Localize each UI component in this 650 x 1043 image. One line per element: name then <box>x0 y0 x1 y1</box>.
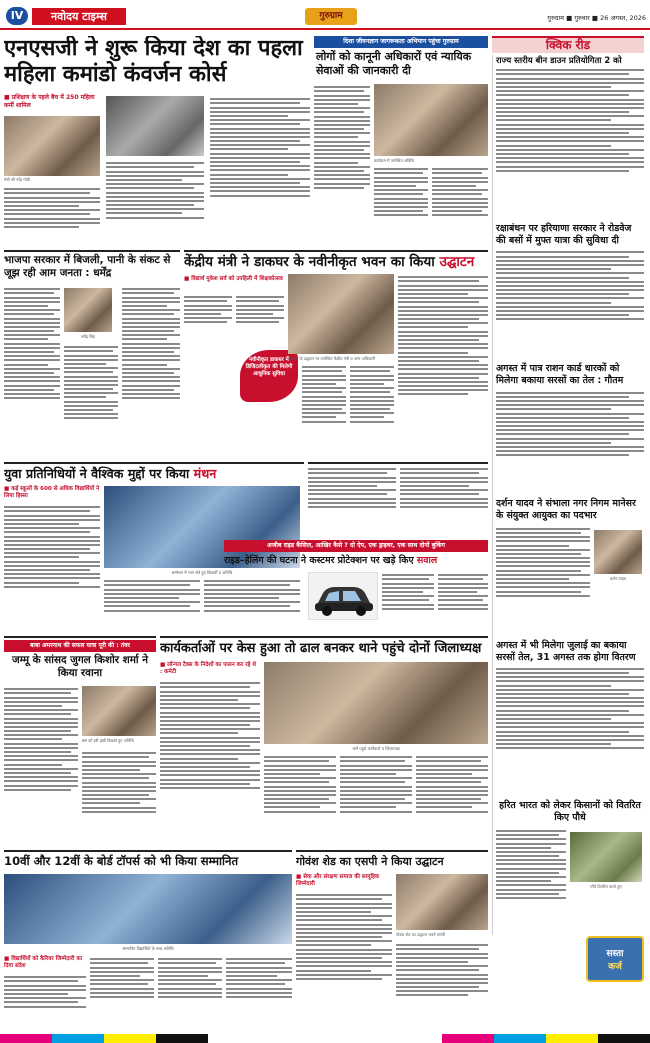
roadways-body <box>496 251 644 359</box>
toppers-body-col3 <box>158 956 222 1028</box>
ride-headline-highlight: सवाल <box>416 555 438 566</box>
ride-headline-text: राइड–हेलिंग की घटना ने कस्टमर प्रोटेक्शन पर खड़े किए <box>224 555 414 566</box>
jammu-strap-text: बाबा अमरनाथ की सफल यात्रा पूरी की : तंवर <box>29 642 130 649</box>
ride-body-col1 <box>382 572 434 634</box>
city-tab-left-label: गुरुग्राम <box>319 11 343 21</box>
advert-line1: सस्ता <box>606 949 624 959</box>
oil-body <box>496 668 644 796</box>
case-story <box>160 636 488 848</box>
toppers-story <box>4 850 292 1028</box>
paper-name-box <box>32 8 126 25</box>
toppers-body-col4 <box>226 956 292 1028</box>
global-headline-highlight: मंथन <box>193 466 217 481</box>
advert-box <box>586 936 644 982</box>
footer-registration-bar <box>0 1034 650 1043</box>
shed-kicker: ■ सेवा और संरक्षण समाज की सामूहिक जिम्मेदारी <box>296 874 380 887</box>
mansar-photo-caption: दर्शन यादव <box>609 575 627 581</box>
lead-photo-2 <box>106 96 204 156</box>
global-body-col3 <box>204 578 300 634</box>
jammu-story <box>4 636 156 848</box>
power-body-col1 <box>4 286 60 460</box>
lead-story <box>4 36 310 248</box>
ride-body-col2 <box>438 572 488 634</box>
lead-headline: एनएसजी ने शुरू किया देश का पहला महिला कमांडो कंवर्जन कोर्स <box>4 36 303 87</box>
oil-headline: अगस्त में भी मिलेगा जुलाई का बकाया सरसों तेल, 31 अगस्त तक होगा वितरण <box>496 639 636 663</box>
global-headline <box>4 466 304 484</box>
lead-body-col2 <box>106 160 204 248</box>
lead-body-col3 <box>210 96 310 248</box>
jammu-headline: जम्मू के सांसद जुगल किशोर शर्मा ने किया रवाना <box>12 654 148 679</box>
paper-name: नवोदय टाइम्स <box>51 10 107 23</box>
post-office-story <box>184 250 488 460</box>
toppers-body-col1 <box>4 974 86 1028</box>
case-photo-caption: थाने पहुंचे कार्यकर्ता व जिलाध्यक्ष <box>352 746 400 751</box>
lead-photo <box>4 116 100 176</box>
power-photo-caption: धर्मेंद्र सिंह <box>80 334 96 339</box>
power-body-col2 <box>64 344 118 460</box>
post-body-col3 <box>350 364 394 460</box>
farmers-photo-caption: पौधे वितरित करते हुए <box>590 883 622 889</box>
global-headline-text: युवा प्रतिनिधियों ने वैश्विक मुद्दों पर किया <box>4 466 190 481</box>
post-kicker: ■ विद्यार्थ मुकेश सर्व को उपहिली में शिक्षकोत्सव <box>184 276 283 282</box>
post-headline-highlight: उद्घाटन <box>439 254 475 270</box>
legal-photo-caption: कार्यक्रम में उपस्थित अतिथि <box>374 158 414 163</box>
roadways-headline: रक्षाबंधन पर हरियाणा सरकार ने रोडवेज की बसों में मुफ्त यात्रा की सुविधा दी <box>496 223 632 247</box>
toppers-photo-caption: सम्मानित विद्यार्थियों के साथ अतिथि <box>122 946 174 951</box>
advert-line2: कर्ज <box>608 962 622 972</box>
mansar-headline: दर्शन यादव ने संभाला नगर निगम मानेसर के संयुक्त आयुक्त का पदभार <box>496 497 636 521</box>
power-body-col3 <box>122 286 180 460</box>
shed-body-col2 <box>396 942 488 1028</box>
case-body-col3 <box>340 754 412 848</box>
shed-headline: गोवंश शेड का एसपी ने किया उद्घाटन <box>296 855 444 868</box>
ride-body-top-col1 <box>308 466 396 538</box>
legal-strap-text: दिशा जीवनज्ञान जागरूकता अभियान पहुंचा गुरुग्राम <box>343 38 459 45</box>
case-photo <box>264 662 488 744</box>
case-kicker: ■ लॉन्गल टैक्स के निदेशों का पालन कर रहे थे : कमेटी <box>160 662 256 675</box>
toppers-kicker: ■ विद्यार्थियों को कैरियर जिम्मेदारी का दिया संदेश <box>4 956 83 969</box>
legal-strap <box>314 36 488 48</box>
post-callout-text: नवीनीकृत डाकघर में डिजिटलीकृत की मिलेगी आधुनिक सुविधा <box>245 357 293 377</box>
global-body-col2 <box>104 578 200 634</box>
legal-body-col2 <box>374 166 428 248</box>
jammu-body-col2 <box>82 750 156 848</box>
global-kicker: ■ कई स्कूलों के 600 से अधिक विद्यार्थियों ने लिया हिस्सा <box>4 486 100 499</box>
lead-photo-caption: मंत्री श्री नरेंद्र मोदी <box>4 177 30 182</box>
case-headline: कार्यकर्ताओं पर केस हुआ तो ढाल बनकर थाने पहुंचे दोनों जिलाध्यक्ष <box>160 641 482 656</box>
global-photo-caption: सम्मेलन में भाग लेते हुए विद्यार्थी व अतिथि <box>171 570 233 575</box>
power-story <box>4 250 180 460</box>
post-body-col4 <box>398 274 488 460</box>
legal-body-col1 <box>314 84 370 248</box>
jammu-photo <box>82 686 156 736</box>
quick1-headline: राज्य स्तरीय बीन डाउन प्रतियोगिता 2 को <box>496 55 622 65</box>
quick1-body <box>496 69 644 219</box>
case-body-col4 <box>416 754 488 848</box>
ride-strap-text: अजीब राइड कैंसिल, आखिर कैसे ? दो ऐप, एक ड्राइवर, एक साथ दोनों बुकिंग <box>267 542 445 549</box>
case-body-col2 <box>264 754 336 848</box>
ration-headline: अगस्त में पात्र राशन कार्ड धारकों को मिलेगा बकाया सरसों का तेल : गौतम <box>496 363 624 387</box>
post-body-col2 <box>302 364 346 460</box>
mansar-body <box>496 526 590 636</box>
post-photo-caption: डाकघर के उद्घाटन पर उपस्थित केंद्रीय मंत्री व अन्य अधिकारी <box>288 356 376 361</box>
dateline: गुरुग्राम ■ गुरुवार ■ 26 अगस्त, 2026 <box>547 14 646 22</box>
power-photo <box>64 288 112 332</box>
section-banner-quick-read <box>492 36 644 53</box>
post-headline-text: केंद्रीय मंत्री ने डाकघर के नवीनीकृत भवन का किया <box>184 254 435 270</box>
legal-photo <box>374 84 488 156</box>
mansar-photo <box>594 530 642 574</box>
shed-photo-caption: गोवंश शेड का उद्घाटन करते एसपी <box>396 932 446 937</box>
post-body-col1b <box>236 294 284 346</box>
post-body-col1 <box>184 294 232 346</box>
power-headline: भाजपा सरकार में बिजली, पानी के संकट से जूझ रही आम जनता : धर्मेंद्र <box>4 254 171 279</box>
masthead-bar <box>0 0 650 30</box>
section-banner-label: क्विक रीड <box>545 38 591 52</box>
ride-content <box>308 572 488 634</box>
shed-photo <box>396 874 488 930</box>
ride-headline <box>224 553 488 568</box>
ride-body-top-col2 <box>400 466 488 538</box>
city-tab-left <box>305 8 357 25</box>
page-number-badge: IV <box>6 7 28 25</box>
toppers-body-col2 <box>90 956 154 1028</box>
shed-body-col1 <box>296 892 392 1028</box>
ride-left-text <box>308 466 488 538</box>
post-photo <box>288 274 394 354</box>
case-body-col1 <box>160 680 260 848</box>
legal-headline: लोगों को कानूनी अधिकारों एवं न्यायिक सेवाओं की जानकारी दी <box>316 50 472 77</box>
shed-story <box>296 850 488 1028</box>
global-body-col1 <box>4 504 100 634</box>
post-headline <box>184 254 488 274</box>
lead-body-col1 <box>4 186 100 248</box>
jammu-strap <box>4 640 156 652</box>
farmers-photo <box>570 832 642 882</box>
farmers-headline: हरित भारत को लेकर किसानों को वितरित किए पौधे <box>499 799 641 823</box>
jammu-photo-caption: बस को हरी झंडी दिखाते हुए अतिथि <box>82 738 134 743</box>
lead-kicker: ■ प्रशिक्षण के पहले बैच में 250 महिला कर्मी शामिल <box>4 94 95 109</box>
ride-headline-row <box>224 553 488 569</box>
jammu-body-col1 <box>4 686 78 848</box>
legal-story <box>314 36 488 248</box>
legal-body-col3 <box>432 166 488 248</box>
ride-strap-bar <box>224 540 488 552</box>
toppers-photo <box>4 874 292 944</box>
ration-body <box>496 392 644 494</box>
car-icon <box>308 572 378 620</box>
quick-read-column <box>492 55 644 935</box>
toppers-headline: 10वीं और 12वीं के बोर्ड टॉपर्स को भी किया सम्मानित <box>4 854 239 868</box>
farmers-body <box>496 828 566 935</box>
